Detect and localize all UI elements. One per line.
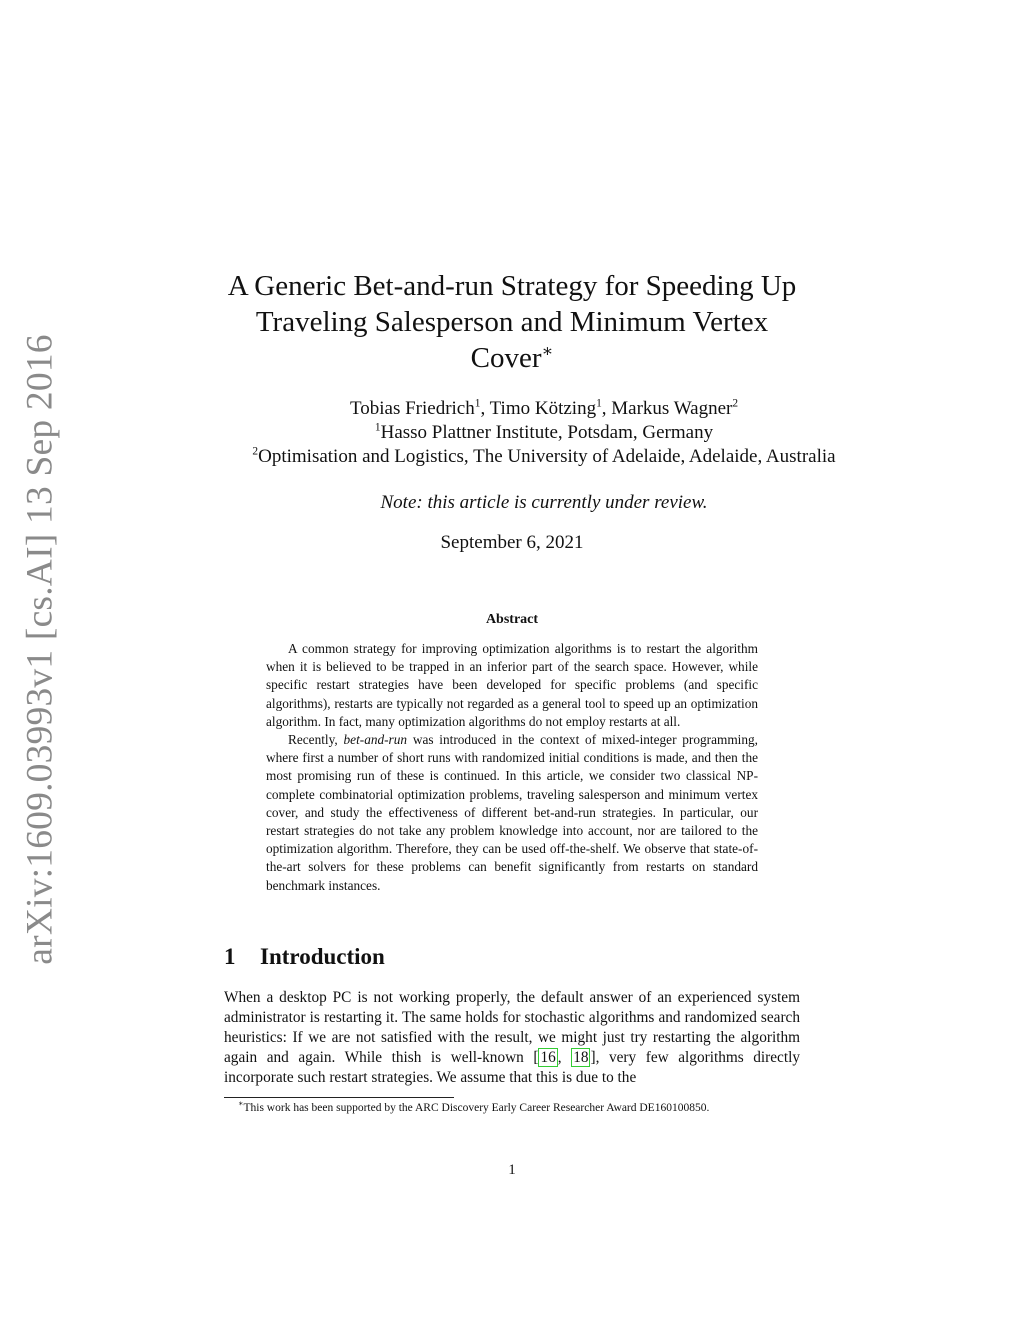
title-line-2: Traveling Salesperson and Minimum Vertex: [255, 306, 769, 338]
abstract-text: Recently,: [288, 732, 344, 748]
footnote-rule: [224, 1097, 454, 1098]
abstract-paragraph-2: [266, 731, 758, 895]
abstract-body: [266, 640, 758, 895]
section-heading-introduction: [224, 944, 385, 970]
citation-link[interactable]: 18: [573, 1049, 589, 1066]
footnote-text: This work has been supported by the ARC Discovery Early Career Researcher Award DE160100850.: [243, 1102, 710, 1114]
introduction-paragraph: [224, 988, 800, 1088]
paper-date: September 6, 2021: [440, 532, 584, 553]
affiliation-mark: 1: [374, 421, 381, 434]
title-footnote-marker[interactable]: ∗: [541, 340, 554, 361]
abstract-heading: Abstract: [485, 612, 539, 627]
author-list: [224, 397, 864, 421]
author-block: [224, 397, 864, 469]
section-number: 1: [224, 944, 236, 969]
affiliation-2: [224, 445, 864, 469]
author-separator: ,: [480, 398, 490, 419]
author-affiliation-mark: 2: [732, 397, 739, 410]
abstract-paragraph-1: A common strategy for improving optimization algorithms is to restart the algorithm when it is believed to be trapped in an inferior part of the search space. However, while specific restart strategies have been developed for specific problems (and specific algorithms), restarts are typically not regarded as a general tool to speed up an optimization algorithm. In fact, many optimization algorithms do not employ restarts at all.: [266, 641, 758, 729]
author-affiliation-mark: 1: [474, 397, 481, 410]
author-name: Markus Wagner: [611, 398, 733, 419]
review-note: Note: this article is currently under review.: [380, 492, 708, 513]
footnote-marker: ∗: [238, 1099, 244, 1109]
affiliation-text: Optimisation and Logistics, The University of Adelaide, Adelaide, Australia: [258, 446, 836, 467]
affiliation-1: [224, 421, 864, 445]
intro-text: ], very few algorithms directly incorporate such restart strategies. We assume that this is due to the: [224, 1049, 800, 1086]
footnote: [224, 1101, 800, 1116]
abstract-text: was introduced in the context of mixed-integer programming, where first a number of short runs with randomized initial conditions is made, and then the most promising run of these is continued. In this article, we consider two classical NP-complete combinatorial optimization problems, traveling salesperson and minimum vertex cover, and study the effectiveness of different bet-and-run strategies. In particular, our restart strategies do not take any problem knowledge into account, nor are tailored to the optimization algorithm. Therefore, they can be used off-the-shelf. We observe that state-of-the-art solvers for these problems can benefit significantly from restarts on standard benchmark instances.: [266, 732, 758, 893]
citation-link[interactable]: 16: [540, 1049, 556, 1066]
section-title: Introduction: [260, 944, 385, 969]
title-line-1: A Generic Bet-and-run Strategy for Speeding Up: [227, 270, 797, 302]
paper-title: [200, 268, 824, 376]
affiliation-mark: 2: [252, 445, 259, 458]
author-name: Tobias Friedrich: [349, 398, 475, 419]
author-affiliation-mark: 1: [596, 397, 602, 410]
affiliation-text: Hasso Plattner Institute, Potsdam, Germany: [380, 422, 714, 443]
arxiv-identifier: arXiv:1609.03993v1 [cs.AI] 13 Sep 2016: [19, 333, 61, 965]
arxiv-identifier-sidebar: [5, 333, 75, 965]
author-separator: ,: [601, 398, 612, 419]
intro-text: When a desktop PC is not working properly, the default answer of an experienced system administrator is restarting it. The same holds for stochastic algorithms and randomized search heuristics: If we are not satisfied with the result, we might just try restarting the algorithm again and again. While thish is well-known [: [224, 989, 800, 1066]
page-number: 1: [508, 1162, 516, 1178]
citation-separator: ,: [557, 1049, 572, 1066]
author-name: Timo Kötzing: [489, 398, 597, 419]
bet-and-run-term: bet-and-run: [343, 732, 408, 748]
title-line-3: Cover: [470, 342, 542, 374]
